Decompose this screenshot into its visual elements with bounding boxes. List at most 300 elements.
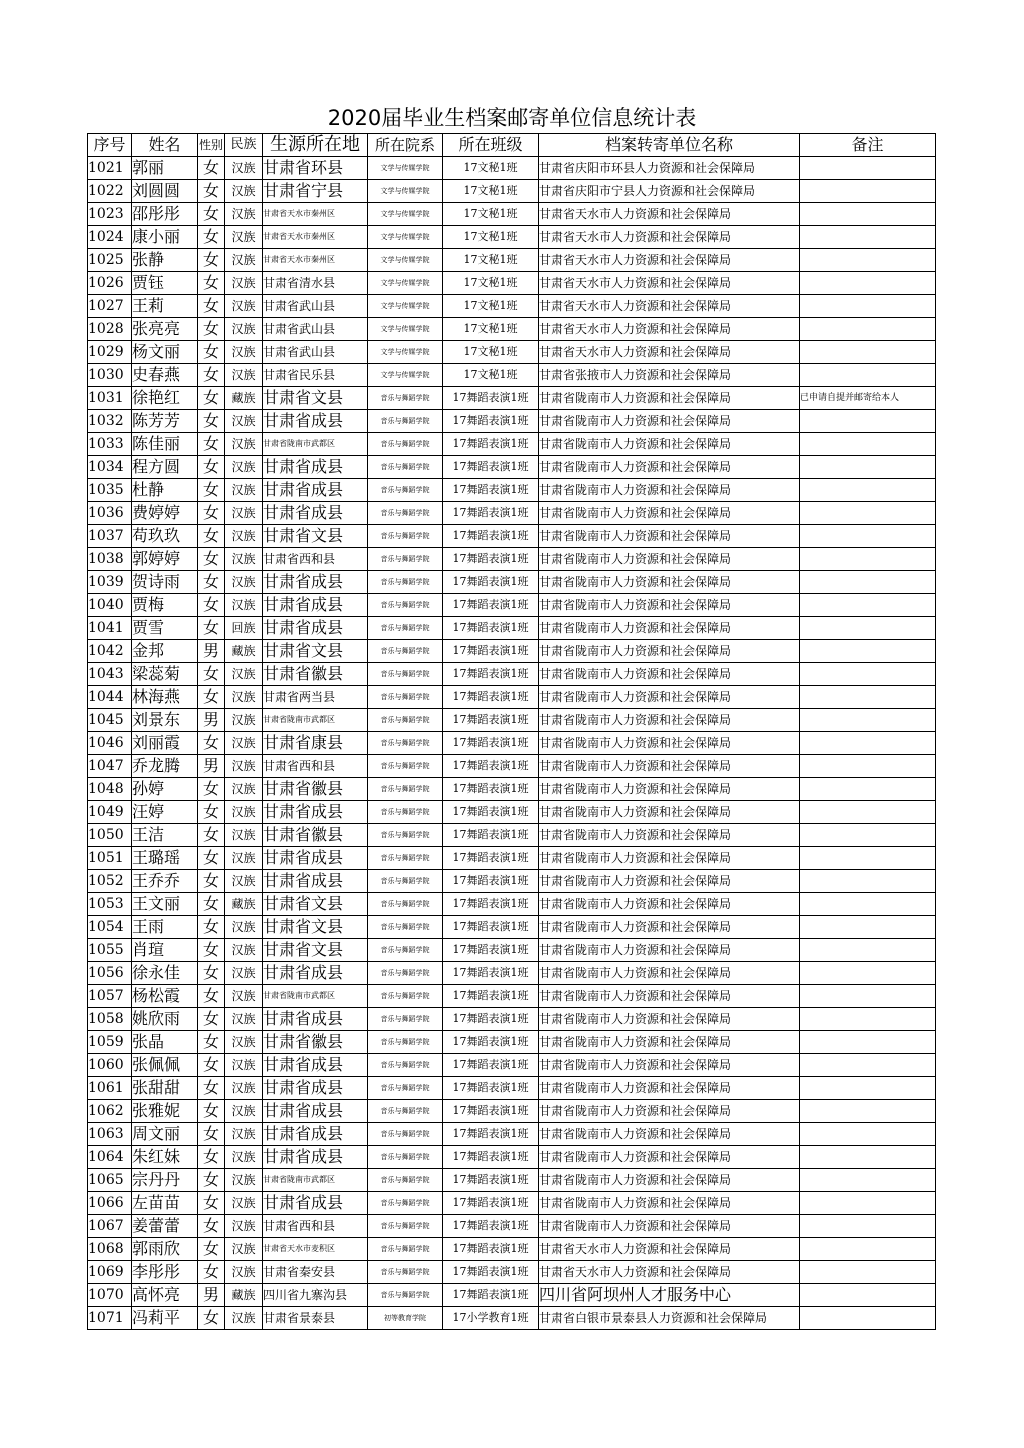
cell-ethnicity: 汉族 [225, 1008, 263, 1031]
cell-origin: 甘肃省宁县 [263, 180, 368, 203]
cell-seq: 1047 [88, 755, 132, 778]
cell-class: 17舞蹈表演1班 [443, 939, 539, 962]
table-row [88, 663, 936, 686]
cell-seq: 1070 [88, 1284, 132, 1307]
cell-seq: 1063 [88, 1123, 132, 1146]
cell-college: 音乐与舞蹈学院 [368, 801, 443, 824]
cell-unit: 甘肃省陇南市人力资源和社会保障局 [539, 1008, 800, 1031]
cell-class: 17舞蹈表演1班 [443, 1238, 539, 1261]
table-row [88, 180, 936, 203]
cell-college: 音乐与舞蹈学院 [368, 663, 443, 686]
cell-origin: 甘肃省环县 [263, 157, 368, 180]
table-row [88, 272, 936, 295]
cell-seq: 1065 [88, 1169, 132, 1192]
cell-seq: 1057 [88, 985, 132, 1008]
table-row [88, 157, 936, 180]
cell-class: 17舞蹈表演1班 [443, 1100, 539, 1123]
cell-unit: 甘肃省陇南市人力资源和社会保障局 [539, 755, 800, 778]
cell-sex: 女 [198, 571, 225, 594]
table-row [88, 1100, 936, 1123]
cell-sex: 女 [198, 732, 225, 755]
cell-ethnicity: 汉族 [225, 1100, 263, 1123]
cell-name: 姚欣雨 [132, 1008, 198, 1031]
cell-sex: 女 [198, 456, 225, 479]
cell-name: 张晶 [132, 1031, 198, 1054]
cell-note [800, 1215, 936, 1238]
cell-college: 音乐与舞蹈学院 [368, 939, 443, 962]
cell-note [800, 870, 936, 893]
cell-origin: 甘肃省文县 [263, 640, 368, 663]
cell-name: 陈佳丽 [132, 433, 198, 456]
cell-class: 17舞蹈表演1班 [443, 824, 539, 847]
cell-ethnicity: 汉族 [225, 962, 263, 985]
cell-name: 林海燕 [132, 686, 198, 709]
cell-name: 杨文丽 [132, 341, 198, 364]
cell-name: 杜静 [132, 479, 198, 502]
cell-class: 17舞蹈表演1班 [443, 732, 539, 755]
cell-sex: 女 [198, 1100, 225, 1123]
cell-college: 音乐与舞蹈学院 [368, 387, 443, 410]
cell-unit: 甘肃省陇南市人力资源和社会保障局 [539, 502, 800, 525]
cell-ethnicity: 汉族 [225, 249, 263, 272]
cell-sex: 女 [198, 180, 225, 203]
cell-note [800, 180, 936, 203]
cell-class: 17文秘1班 [443, 341, 539, 364]
cell-class: 17舞蹈表演1班 [443, 1008, 539, 1031]
page-title: 2020届毕业生档案邮寄单位信息统计表 [327, 106, 697, 130]
cell-note [800, 594, 936, 617]
cell-college: 文学与传媒学院 [368, 157, 443, 180]
cell-seq: 1068 [88, 1238, 132, 1261]
cell-sex: 女 [198, 893, 225, 916]
cell-unit: 四川省阿坝州人才服务中心 [539, 1284, 800, 1307]
cell-sex: 女 [198, 272, 225, 295]
cell-origin: 甘肃省天水市秦州区 [263, 203, 368, 226]
cell-ethnicity: 汉族 [225, 502, 263, 525]
cell-note [800, 1008, 936, 1031]
cell-college: 音乐与舞蹈学院 [368, 410, 443, 433]
cell-unit: 甘肃省陇南市人力资源和社会保障局 [539, 939, 800, 962]
cell-college: 文学与传媒学院 [368, 203, 443, 226]
cell-unit: 甘肃省陇南市人力资源和社会保障局 [539, 1054, 800, 1077]
cell-seq: 1066 [88, 1192, 132, 1215]
cell-name: 张静 [132, 249, 198, 272]
cell-origin: 甘肃省天水市秦州区 [263, 226, 368, 249]
cell-sex: 女 [198, 824, 225, 847]
cell-seq: 1034 [88, 456, 132, 479]
cell-unit: 甘肃省陇南市人力资源和社会保障局 [539, 847, 800, 870]
cell-college: 音乐与舞蹈学院 [368, 755, 443, 778]
cell-note [800, 1146, 936, 1169]
cell-name: 李彤彤 [132, 1261, 198, 1284]
cell-ethnicity: 汉族 [225, 341, 263, 364]
cell-college: 文学与传媒学院 [368, 272, 443, 295]
cell-note [800, 249, 936, 272]
cell-ethnicity: 汉族 [225, 203, 263, 226]
cell-note [800, 1031, 936, 1054]
table-row [88, 870, 936, 893]
cell-ethnicity: 汉族 [225, 1238, 263, 1261]
cell-ethnicity: 汉族 [225, 824, 263, 847]
cell-class: 17文秘1班 [443, 180, 539, 203]
cell-ethnicity: 汉族 [225, 410, 263, 433]
cell-unit: 甘肃省陇南市人力资源和社会保障局 [539, 893, 800, 916]
cell-note [800, 663, 936, 686]
table-row [88, 249, 936, 272]
cell-name: 王文丽 [132, 893, 198, 916]
cell-ethnicity: 回族 [225, 617, 263, 640]
cell-ethnicity: 汉族 [225, 870, 263, 893]
cell-origin: 甘肃省成县 [263, 1123, 368, 1146]
cell-note [800, 1169, 936, 1192]
cell-ethnicity: 汉族 [225, 1215, 263, 1238]
cell-college: 文学与传媒学院 [368, 341, 443, 364]
cell-origin: 甘肃省成县 [263, 410, 368, 433]
cell-note: 已申请自提并邮寄给本人 [800, 387, 936, 410]
cell-class: 17舞蹈表演1班 [443, 1192, 539, 1215]
cell-class: 17文秘1班 [443, 364, 539, 387]
cell-class: 17文秘1班 [443, 295, 539, 318]
cell-ethnicity: 藏族 [225, 640, 263, 663]
cell-sex: 男 [198, 1284, 225, 1307]
cell-unit: 甘肃省天水市人力资源和社会保障局 [539, 1261, 800, 1284]
table-row [88, 226, 936, 249]
cell-seq: 1069 [88, 1261, 132, 1284]
cell-note [800, 686, 936, 709]
cell-origin: 甘肃省徽县 [263, 1031, 368, 1054]
cell-ethnicity: 汉族 [225, 1261, 263, 1284]
cell-class: 17舞蹈表演1班 [443, 1077, 539, 1100]
cell-note [800, 916, 936, 939]
cell-name: 梁蕊菊 [132, 663, 198, 686]
cell-name: 刘圆圆 [132, 180, 198, 203]
cell-name: 徐永佳 [132, 962, 198, 985]
cell-seq: 1064 [88, 1146, 132, 1169]
table-row [88, 847, 936, 870]
cell-ethnicity: 藏族 [225, 387, 263, 410]
cell-origin: 甘肃省文县 [263, 525, 368, 548]
table-row [88, 525, 936, 548]
cell-origin: 甘肃省文县 [263, 387, 368, 410]
cell-college: 音乐与舞蹈学院 [368, 1261, 443, 1284]
cell-ethnicity: 汉族 [225, 295, 263, 318]
table-row [88, 341, 936, 364]
cell-ethnicity: 汉族 [225, 939, 263, 962]
cell-seq: 1050 [88, 824, 132, 847]
cell-college: 音乐与舞蹈学院 [368, 640, 443, 663]
cell-college: 音乐与舞蹈学院 [368, 571, 443, 594]
cell-name: 郭丽 [132, 157, 198, 180]
cell-note [800, 1307, 936, 1330]
cell-ethnicity: 汉族 [225, 1077, 263, 1100]
cell-seq: 1042 [88, 640, 132, 663]
cell-seq: 1024 [88, 226, 132, 249]
cell-unit: 甘肃省陇南市人力资源和社会保障局 [539, 548, 800, 571]
cell-note [800, 709, 936, 732]
cell-note [800, 1192, 936, 1215]
table-row [88, 1307, 936, 1330]
cell-ethnicity: 汉族 [225, 686, 263, 709]
cell-origin: 甘肃省清水县 [263, 272, 368, 295]
cell-sex: 女 [198, 778, 225, 801]
cell-unit: 甘肃省陇南市人力资源和社会保障局 [539, 456, 800, 479]
header-class: 所在班级 [443, 134, 539, 157]
table-row [88, 1238, 936, 1261]
cell-note [800, 801, 936, 824]
cell-seq: 1025 [88, 249, 132, 272]
cell-note [800, 755, 936, 778]
cell-name: 康小丽 [132, 226, 198, 249]
cell-name: 刘景东 [132, 709, 198, 732]
cell-class: 17舞蹈表演1班 [443, 686, 539, 709]
cell-name: 王莉 [132, 295, 198, 318]
cell-college: 音乐与舞蹈学院 [368, 985, 443, 1008]
cell-sex: 女 [198, 318, 225, 341]
table-row [88, 295, 936, 318]
cell-unit: 甘肃省陇南市人力资源和社会保障局 [539, 778, 800, 801]
cell-seq: 1033 [88, 433, 132, 456]
cell-college: 初等教育学院 [368, 1307, 443, 1330]
table-row [88, 778, 936, 801]
cell-sex: 女 [198, 1123, 225, 1146]
cell-ethnicity: 汉族 [225, 157, 263, 180]
cell-seq: 1055 [88, 939, 132, 962]
cell-unit: 甘肃省白银市景泰县人力资源和社会保障局 [539, 1307, 800, 1330]
cell-class: 17舞蹈表演1班 [443, 1169, 539, 1192]
cell-note [800, 318, 936, 341]
cell-college: 音乐与舞蹈学院 [368, 686, 443, 709]
cell-ethnicity: 汉族 [225, 318, 263, 341]
cell-college: 音乐与舞蹈学院 [368, 1146, 443, 1169]
cell-note [800, 847, 936, 870]
cell-class: 17舞蹈表演1班 [443, 801, 539, 824]
cell-name: 贾雪 [132, 617, 198, 640]
cell-seq: 1046 [88, 732, 132, 755]
cell-origin: 甘肃省成县 [263, 479, 368, 502]
cell-origin: 甘肃省武山县 [263, 295, 368, 318]
cell-college: 音乐与舞蹈学院 [368, 916, 443, 939]
table-row [88, 962, 936, 985]
cell-name: 姜蕾蕾 [132, 1215, 198, 1238]
table-row [88, 686, 936, 709]
cell-seq: 1027 [88, 295, 132, 318]
table-row [88, 433, 936, 456]
cell-name: 左苗苗 [132, 1192, 198, 1215]
table-row [88, 1008, 936, 1031]
header-note: 备注 [800, 134, 936, 157]
cell-note [800, 1054, 936, 1077]
cell-seq: 1044 [88, 686, 132, 709]
cell-class: 17舞蹈表演1班 [443, 755, 539, 778]
cell-origin: 甘肃省徽县 [263, 778, 368, 801]
table-row [88, 1054, 936, 1077]
cell-origin: 甘肃省民乐县 [263, 364, 368, 387]
cell-unit: 甘肃省陇南市人力资源和社会保障局 [539, 479, 800, 502]
cell-college: 音乐与舞蹈学院 [368, 1192, 443, 1215]
header-college: 所在院系 [368, 134, 443, 157]
cell-class: 17舞蹈表演1班 [443, 985, 539, 1008]
cell-class: 17舞蹈表演1班 [443, 571, 539, 594]
cell-note [800, 571, 936, 594]
cell-college: 音乐与舞蹈学院 [368, 1054, 443, 1077]
cell-name: 肖瑄 [132, 939, 198, 962]
cell-origin: 甘肃省成县 [263, 502, 368, 525]
cell-origin: 甘肃省成县 [263, 870, 368, 893]
cell-class: 17舞蹈表演1班 [443, 617, 539, 640]
table-row [88, 916, 936, 939]
cell-class: 17舞蹈表演1班 [443, 548, 539, 571]
cell-ethnicity: 汉族 [225, 916, 263, 939]
cell-sex: 女 [198, 364, 225, 387]
cell-class: 17文秘1班 [443, 318, 539, 341]
cell-class: 17舞蹈表演1班 [443, 663, 539, 686]
table-row [88, 456, 936, 479]
cell-note [800, 433, 936, 456]
cell-note [800, 157, 936, 180]
table-row [88, 364, 936, 387]
cell-name: 刘丽霞 [132, 732, 198, 755]
cell-seq: 1032 [88, 410, 132, 433]
cell-note [800, 295, 936, 318]
cell-note [800, 1100, 936, 1123]
cell-sex: 女 [198, 226, 225, 249]
cell-name: 徐艳红 [132, 387, 198, 410]
cell-unit: 甘肃省陇南市人力资源和社会保障局 [539, 640, 800, 663]
cell-origin: 甘肃省景泰县 [263, 1307, 368, 1330]
cell-class: 17舞蹈表演1班 [443, 433, 539, 456]
cell-note [800, 985, 936, 1008]
cell-note [800, 732, 936, 755]
cell-college: 音乐与舞蹈学院 [368, 870, 443, 893]
cell-origin: 甘肃省成县 [263, 1008, 368, 1031]
header-seq: 序号 [88, 134, 132, 157]
cell-seq: 1041 [88, 617, 132, 640]
table-row [88, 801, 936, 824]
cell-college: 音乐与舞蹈学院 [368, 732, 443, 755]
table-row [88, 1261, 936, 1284]
cell-class: 17舞蹈表演1班 [443, 1261, 539, 1284]
cell-college: 文学与传媒学院 [368, 295, 443, 318]
cell-sex: 女 [198, 1261, 225, 1284]
cell-sex: 女 [198, 525, 225, 548]
cell-college: 音乐与舞蹈学院 [368, 1100, 443, 1123]
table-row [88, 709, 936, 732]
cell-sex: 女 [198, 1077, 225, 1100]
cell-class: 17舞蹈表演1班 [443, 456, 539, 479]
cell-name: 贺诗雨 [132, 571, 198, 594]
cell-ethnicity: 汉族 [225, 525, 263, 548]
cell-unit: 甘肃省陇南市人力资源和社会保障局 [539, 663, 800, 686]
table-row [88, 617, 936, 640]
header-name: 姓名 [132, 134, 198, 157]
cell-name: 冯莉平 [132, 1307, 198, 1330]
cell-ethnicity: 汉族 [225, 456, 263, 479]
cell-sex: 男 [198, 709, 225, 732]
table-row [88, 732, 936, 755]
cell-unit: 甘肃省陇南市人力资源和社会保障局 [539, 1192, 800, 1215]
cell-note [800, 1123, 936, 1146]
table-row [88, 939, 936, 962]
cell-unit: 甘肃省天水市人力资源和社会保障局 [539, 272, 800, 295]
cell-sex: 女 [198, 1146, 225, 1169]
cell-ethnicity: 汉族 [225, 732, 263, 755]
cell-unit: 甘肃省陇南市人力资源和社会保障局 [539, 916, 800, 939]
cell-note [800, 1284, 936, 1307]
cell-note [800, 778, 936, 801]
cell-class: 17小学教育1班 [443, 1307, 539, 1330]
cell-origin: 四川省九寨沟县 [263, 1284, 368, 1307]
table-row [88, 479, 936, 502]
cell-seq: 1043 [88, 663, 132, 686]
cell-class: 17文秘1班 [443, 249, 539, 272]
cell-sex: 女 [198, 157, 225, 180]
table-row [88, 1169, 936, 1192]
cell-sex: 女 [198, 433, 225, 456]
cell-name: 费婷婷 [132, 502, 198, 525]
cell-seq: 1029 [88, 341, 132, 364]
cell-origin: 甘肃省成县 [263, 594, 368, 617]
cell-note [800, 824, 936, 847]
cell-unit: 甘肃省陇南市人力资源和社会保障局 [539, 732, 800, 755]
cell-note [800, 226, 936, 249]
cell-seq: 1048 [88, 778, 132, 801]
cell-seq: 1035 [88, 479, 132, 502]
cell-sex: 女 [198, 502, 225, 525]
cell-origin: 甘肃省天水市麦积区 [263, 1238, 368, 1261]
table-row [88, 1192, 936, 1215]
cell-class: 17舞蹈表演1班 [443, 1284, 539, 1307]
cell-sex: 女 [198, 686, 225, 709]
cell-ethnicity: 汉族 [225, 1169, 263, 1192]
cell-name: 金邦 [132, 640, 198, 663]
cell-ethnicity: 汉族 [225, 663, 263, 686]
table-row [88, 203, 936, 226]
cell-sex: 女 [198, 1192, 225, 1215]
cell-name: 高怀亮 [132, 1284, 198, 1307]
cell-college: 音乐与舞蹈学院 [368, 456, 443, 479]
cell-unit: 甘肃省天水市人力资源和社会保障局 [539, 318, 800, 341]
cell-name: 周文丽 [132, 1123, 198, 1146]
cell-origin: 甘肃省文县 [263, 916, 368, 939]
cell-origin: 甘肃省天水市秦州区 [263, 249, 368, 272]
cell-ethnicity: 汉族 [225, 594, 263, 617]
cell-class: 17舞蹈表演1班 [443, 1146, 539, 1169]
cell-college: 文学与传媒学院 [368, 318, 443, 341]
cell-college: 音乐与舞蹈学院 [368, 433, 443, 456]
cell-class: 17舞蹈表演1班 [443, 893, 539, 916]
cell-college: 音乐与舞蹈学院 [368, 847, 443, 870]
cell-college: 音乐与舞蹈学院 [368, 1031, 443, 1054]
cell-note [800, 479, 936, 502]
cell-college: 文学与传媒学院 [368, 226, 443, 249]
cell-origin: 甘肃省成县 [263, 1146, 368, 1169]
cell-unit: 甘肃省陇南市人力资源和社会保障局 [539, 1146, 800, 1169]
table-row [88, 410, 936, 433]
cell-class: 17舞蹈表演1班 [443, 640, 539, 663]
cell-sex: 女 [198, 1238, 225, 1261]
cell-unit: 甘肃省天水市人力资源和社会保障局 [539, 249, 800, 272]
cell-origin: 甘肃省成县 [263, 1054, 368, 1077]
cell-origin: 甘肃省成县 [263, 1077, 368, 1100]
table-row [88, 824, 936, 847]
cell-college: 音乐与舞蹈学院 [368, 1284, 443, 1307]
cell-sex: 女 [198, 341, 225, 364]
cell-name: 王雨 [132, 916, 198, 939]
cell-unit: 甘肃省陇南市人力资源和社会保障局 [539, 525, 800, 548]
cell-unit: 甘肃省天水市人力资源和社会保障局 [539, 341, 800, 364]
cell-origin: 甘肃省成县 [263, 847, 368, 870]
cell-class: 17舞蹈表演1班 [443, 387, 539, 410]
